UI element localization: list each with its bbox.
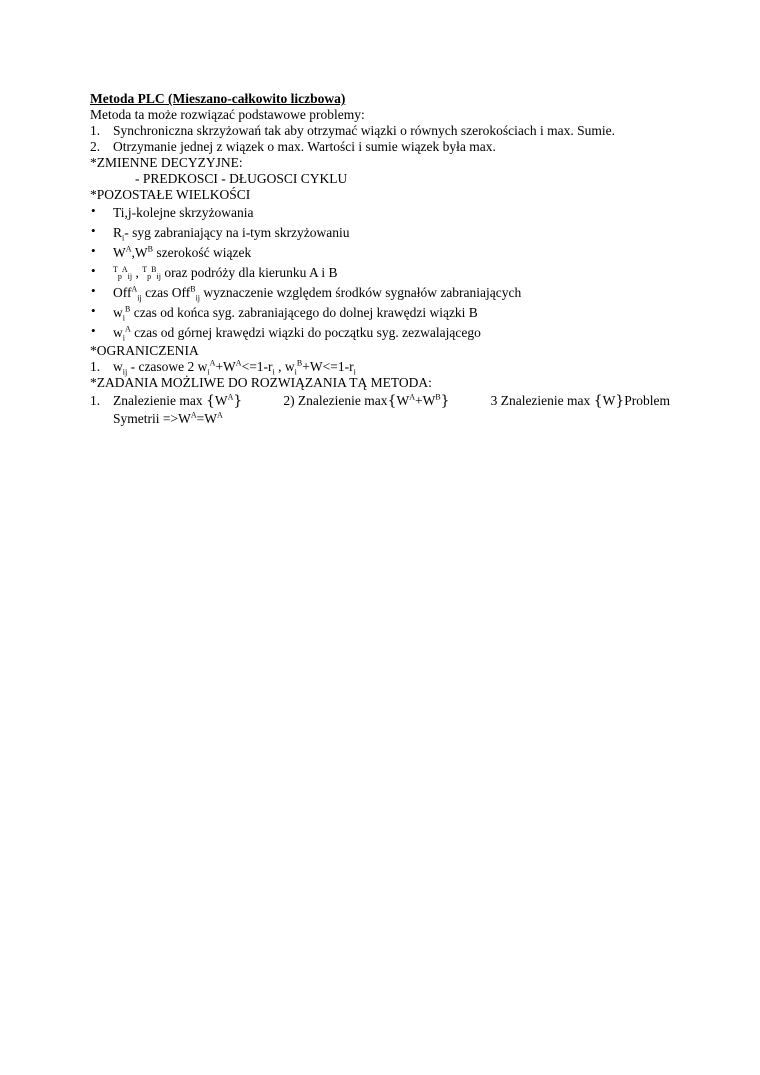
document-title: Metoda PLC (Mieszano-całkowito liczbowa) — [90, 91, 346, 106]
bullet-item-4 — [90, 263, 670, 283]
task-item-1 — [90, 391, 670, 411]
bullet-item-1 — [90, 203, 670, 223]
problem-item-1 — [90, 123, 670, 139]
task-number: 1. — [90, 393, 101, 408]
decision-vars-row — [90, 171, 670, 187]
problem-number: 1. — [90, 123, 101, 138]
bullet-text: $w_i^B$ czas od końca syg. zabraniającego do dolnej krawędzi wiązki B — [113, 304, 478, 323]
document-page — [90, 91, 670, 427]
decision-header: *ZMIENNE DECYZYJNE: — [90, 155, 243, 170]
bullet-text: Off$^A_{ij}$ czas Off$^B_{ij}$ wyznaczenie względem środków sygnałów zabraniających — [113, 284, 522, 303]
bullet-text: $W^A,W^B$ szerokość wiązek — [113, 244, 252, 260]
bullet-item-6 — [90, 303, 670, 323]
problem-number: 2. — [90, 139, 101, 154]
bullet-icon: • — [91, 303, 96, 318]
task-text: Znalezienie $\max \{W^A\}$ 2) Znalezienie $\max\{W^A+W^B\}$ 3 Znalezienie max {W}Problem — [113, 392, 670, 409]
constraints-header: *OGRANICZENIA — [90, 343, 199, 358]
constraint-item-1 — [90, 359, 670, 375]
bullet-icon: • — [91, 243, 96, 258]
task-text-continued: Symetrii $=>W^A=W^A$ — [113, 410, 223, 426]
bullet-item-7 — [90, 323, 670, 343]
bullet-icon: • — [91, 223, 96, 238]
bullet-text: Ti,j-kolejne skrzyżowania — [113, 205, 254, 220]
problem-text: Otrzymanie jednej z wiązek o max. Wartości i sumie wiązek była max. — [113, 139, 496, 154]
bullet-item-2 — [90, 223, 670, 243]
decision-vars: - PREDKOSCI - DŁUGOSCI CYKLU — [135, 171, 348, 186]
intro-text: Metoda ta może rozwiązać podstawowe problemy: — [90, 107, 365, 122]
constraint-text: $w_{ij}$ - czasowe 2 $w_i^A+W^A<=1-r_i$ , $w_i^B+W<=1-r_i$ — [113, 358, 356, 377]
bullet-text: $R_i-$ syg zabraniający na i-tym skrzyżowaniu — [113, 225, 350, 243]
bullet-icon: • — [91, 323, 96, 338]
problem-item-2 — [90, 139, 670, 155]
bullet-item-5 — [90, 283, 670, 303]
bullet-text: $w_i^A$ czas od górnej krawędzi wiązki do początku syg. zezwalającego — [113, 324, 481, 343]
task-item-1-continued — [90, 411, 670, 427]
bullet-icon: • — [91, 263, 96, 278]
constraint-number: 1. — [90, 359, 101, 374]
tasks-header: *ZADANIA MOŻLIWE DO ROZWIĄZANIA TĄ METODA: — [90, 375, 432, 390]
bullet-icon: • — [91, 203, 96, 218]
bullet-item-3 — [90, 243, 670, 263]
problem-text: Synchroniczna skrzyżowań tak aby otrzymać wiązki o równych szerokościach i max. Sumie. — [113, 123, 615, 138]
bullet-icon: • — [91, 283, 96, 298]
other-header: *POZOSTAŁE WIELKOŚCI — [90, 187, 251, 202]
bullet-text: $^Tp^Aij$ , $^Tp^Bij$ oraz podróży dla kierunku A i B — [113, 265, 338, 281]
